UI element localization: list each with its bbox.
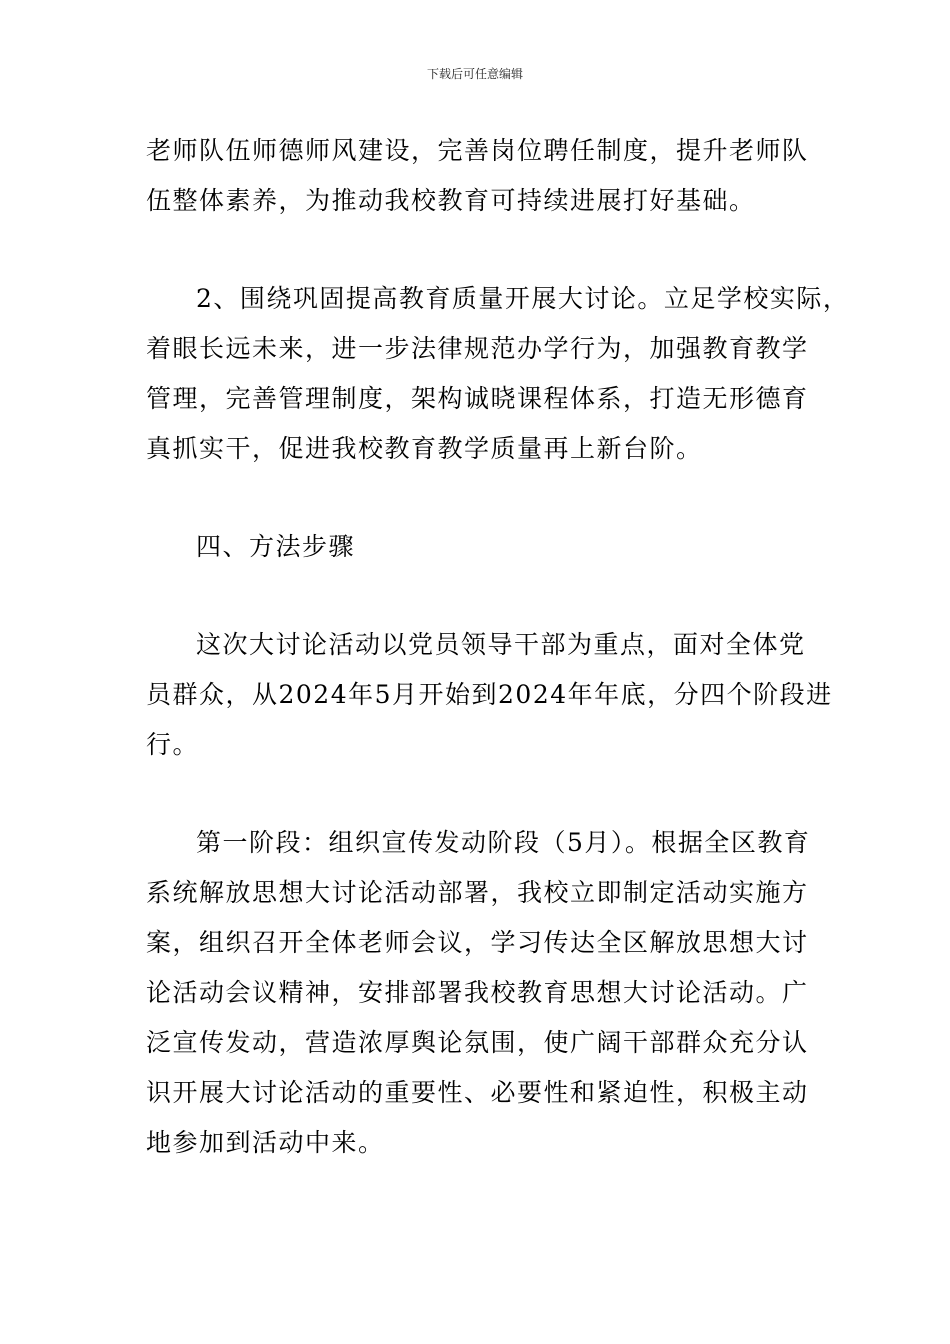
text-line: 员群众，从2024年5月开始到2024年年底，分四个阶段进 bbox=[146, 680, 833, 709]
section-heading-methods bbox=[146, 522, 810, 572]
text-line: 这次大讨论活动以党员领导干部为重点，面对全体党 bbox=[196, 630, 806, 659]
text-line: 案，组织召开全体老师会议，学习传达全区解放思想大讨 bbox=[146, 928, 809, 957]
text-line: 识开展大讨论活动的重要性、必要性和紧迫性，积极主动 bbox=[146, 1078, 809, 1107]
text-line: 地参加到活动中来。 bbox=[146, 1128, 385, 1157]
text-line: 论活动会议精神，安排部署我校教育思想大讨论活动。广 bbox=[146, 978, 809, 1007]
paragraph-discussion-overview bbox=[146, 620, 833, 770]
text-line: 伍整体素养，为推动我校教育可持续进展打好基础。 bbox=[146, 186, 756, 215]
document-body bbox=[146, 126, 850, 1168]
text-line: 2、围绕巩固提高教育质量开展大讨论。立足学校实际， bbox=[196, 284, 850, 313]
text-line: 第一阶段：组织宣传发动阶段（5月）。根据全区教育 bbox=[196, 828, 811, 857]
paragraph-education-quality bbox=[146, 274, 850, 474]
text-line: 老师队伍师德师风建设，完善岗位聘任制度，提升老师队 bbox=[146, 136, 809, 165]
page-header: 下载后可任意编辑 bbox=[426, 67, 523, 81]
text-line: 着眼长远未来，进一步法律规范办学行为，加强教育教学 bbox=[146, 334, 809, 363]
text-line: 行。 bbox=[146, 730, 200, 759]
text-line: 真抓实干，促进我校教育教学质量再上新台阶。 bbox=[146, 434, 703, 463]
text-line: 四、方法步骤 bbox=[196, 532, 356, 561]
text-line: 管理，完善管理制度，架构诚晓课程体系，打造无形德育 bbox=[146, 384, 809, 413]
text-line: 泛宣传发动，营造浓厚舆论氛围，使广阔干部群众充分认 bbox=[146, 1028, 809, 1057]
paragraph-teacher-ethics bbox=[146, 126, 810, 226]
text-line: 系统解放思想大讨论活动部署，我校立即制定活动实施方 bbox=[146, 878, 809, 907]
paragraph-phase-one bbox=[146, 818, 810, 1168]
